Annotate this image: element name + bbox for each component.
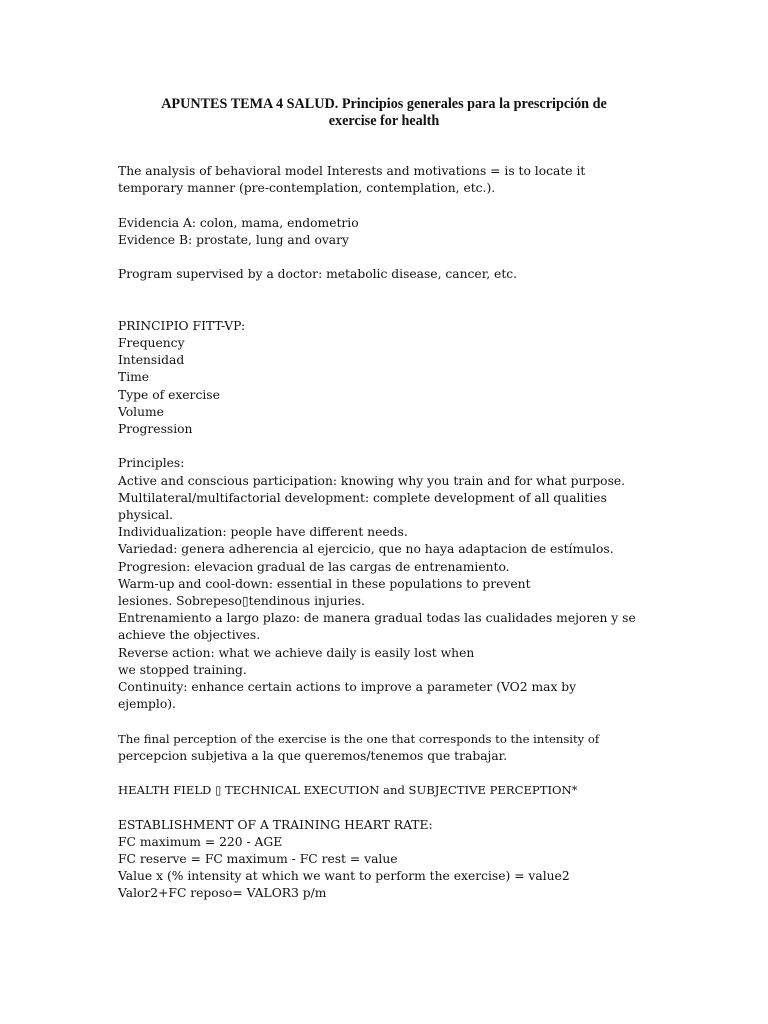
title-line-1: APUNTES TEMA 4 SALUD. Principios generales para la prescripción de	[161, 96, 607, 112]
spacer	[118, 197, 678, 214]
principle-line: Warm-up and cool-down: essential in these populations to prevent	[118, 576, 531, 591]
principle-line: ejemplo).	[118, 697, 176, 712]
principle-line: Multilateral/multifactorial development: complete development of all qualities	[118, 490, 607, 505]
principle-line: achieve the objectives.	[118, 628, 261, 643]
formula-line: Valor2+FC reposo= VALOR3 p/m	[118, 886, 327, 901]
text-line-evidence-b: Evidence B: prostate, lung and ovary	[118, 232, 349, 247]
principle-line: Entrenamiento a largo plazo: de manera gradual todas las cualidades mejoren y se	[118, 611, 636, 626]
spacer	[118, 713, 678, 730]
formula-line: FC reserve = FC maximum - FC rest = value	[118, 852, 398, 866]
text-line-model-2: temporary manner (pre-contemplation, contemplation, etc.).	[118, 181, 496, 196]
document-title	[110, 96, 658, 130]
spacer	[118, 283, 678, 300]
perception-line-1: The final perception of the exercise is the one that corresponds to the intensity of	[118, 731, 600, 746]
fitt-item: Frequency	[118, 335, 185, 350]
principle-line: lesiones. Sobrepeso▯tendinous injuries.	[118, 594, 365, 608]
principle-line: Continuity: enhance certain actions to improve a parameter (VO2 max by	[118, 680, 577, 695]
spacer	[118, 249, 678, 266]
text-line-evidence-a: Evidencia A: colon, mama, endometrio	[118, 215, 359, 230]
fitt-item: Type of exercise	[118, 387, 220, 402]
section-heading-principles: Principles:	[118, 456, 185, 471]
health-field-line: HEALTH FIELD ▯ TECHNICAL EXECUTION and SUBJECTIVE PERCEPTION*	[118, 783, 578, 798]
fitt-item: Time	[118, 370, 150, 385]
spacer	[118, 765, 678, 782]
principle-line: we stopped training.	[118, 662, 247, 677]
formula-line: FC maximum = 220 - AGE	[118, 834, 283, 849]
principle-line: Individualization: people have different needs.	[118, 525, 408, 540]
fitt-item: Progression	[118, 421, 193, 436]
spacer	[118, 438, 678, 455]
principle-line: Active and conscious participation: knowing why you train and for what purpose.	[118, 473, 626, 488]
text-line-model-1: The analysis of behavioral model Interests and motivations = is to locate it	[118, 164, 586, 178]
text-line-program: Program supervised by a doctor: metabolic disease, cancer, etc.	[118, 267, 518, 282]
fitt-item: Intensidad	[118, 353, 185, 368]
principle-line: Reverse action: what we achieve daily is easily lost when	[118, 645, 475, 660]
principle-line: physical.	[118, 507, 174, 522]
document-body	[118, 163, 678, 903]
fitt-item: Volume	[118, 404, 164, 419]
title-line-2: exercise for health	[328, 113, 440, 129]
section-heading-fitt: PRINCIPIO FITT-VP:	[118, 318, 246, 333]
formula-line: Value x (% intensity at which we want to perform the exercise) = value2	[118, 869, 570, 884]
section-heading-heart-rate: ESTABLISHMENT OF A TRAINING HEART RATE:	[118, 817, 433, 832]
principle-line: Progresion: elevacion gradual de las cargas de entrenamiento.	[118, 559, 510, 574]
spacer	[118, 301, 678, 318]
perception-line-2: percepcion subjetiva a la que queremos/tenemos que trabajar.	[118, 748, 508, 763]
spacer	[118, 799, 678, 816]
principle-line: Variedad: genera adherencia al ejercicio, que no haya adaptacion de estímulos.	[118, 542, 614, 557]
